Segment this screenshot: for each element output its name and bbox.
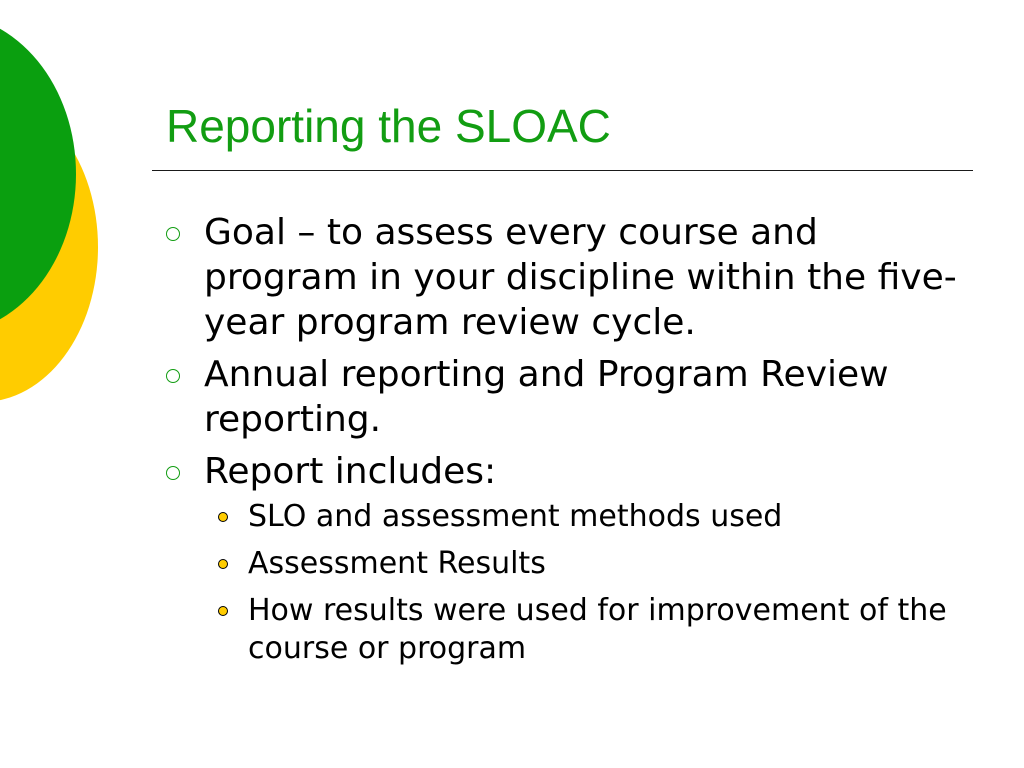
bullet-text: Annual reporting and Program Review reporting. — [204, 354, 889, 440]
title-divider — [152, 170, 973, 171]
bullet-item — [160, 210, 960, 345]
filled-circle-bullet-icon — [218, 512, 228, 522]
bullet-item — [160, 449, 960, 668]
sub-bullet-item — [204, 545, 1004, 583]
sub-bullet-text: Assessment Results — [248, 546, 546, 581]
bullet-text: Report includes: — [204, 451, 497, 492]
bullet-text: Goal – to assess every course and program in your discipline within the five-year program review cycle. — [204, 212, 957, 343]
sub-bullet-text: SLO and assessment methods used — [248, 499, 783, 534]
hollow-circle-bullet-icon — [166, 466, 180, 480]
sub-bullet-item — [204, 592, 1004, 668]
bullet-list — [160, 210, 960, 677]
hollow-circle-bullet-icon — [166, 227, 180, 241]
bullet-item — [160, 352, 960, 442]
slide-title: Reporting the SLOAC — [166, 100, 611, 152]
filled-circle-bullet-icon — [218, 606, 228, 616]
sub-bullet-list — [204, 498, 960, 668]
sub-bullet-item — [204, 498, 1004, 536]
filled-circle-bullet-icon — [218, 559, 228, 569]
sub-bullet-text: How results were used for improvement of the course or program — [248, 593, 947, 666]
hollow-circle-bullet-icon — [166, 369, 180, 383]
